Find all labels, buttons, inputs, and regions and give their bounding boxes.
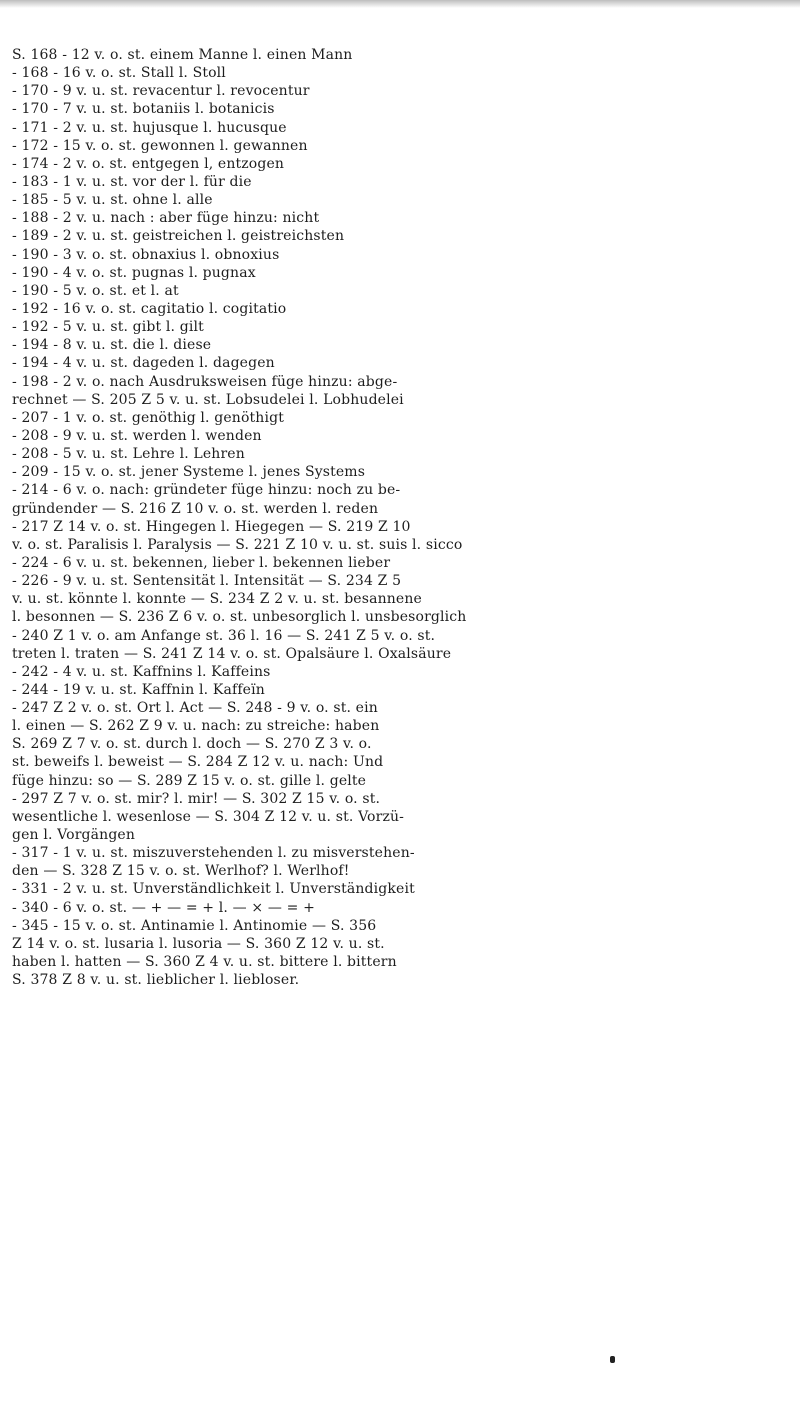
- errata-line: - 247 Z 2 v. o. st. Ort l. Act — S. 248 - 9 v. o. st. ein: [12, 700, 378, 717]
- errata-line: - 194 - 4 v. u. st. dageden l. dagegen: [12, 355, 275, 372]
- errata-line: - 171 - 2 v. u. st. hujusque l. hucusque: [12, 119, 287, 136]
- errata-line: Z 14 v. o. st. lusaria l. lusoria — S. 360 Z 12 v. u. st.: [12, 935, 385, 952]
- errata-line: - 190 - 5 v. o. st. et l. at: [12, 282, 179, 299]
- errata-line: l. einen — S. 262 Z 9 v. u. nach: zu streiche: haben: [12, 718, 380, 735]
- errata-line: S. 168 - 12 v. o. st. einem Manne l. einen Mann: [12, 47, 353, 63]
- errata-line: - 317 - 1 v. u. st. miszuverstehenden l. zu misverstehen-: [12, 845, 415, 862]
- errata-line: rechnet — S. 205 Z 5 v. u. st. Lobsudelei l. Lobhudelei: [12, 391, 404, 408]
- errata-line: haben l. hatten — S. 360 Z 4 v. u. st. bittere l. bittern: [12, 954, 397, 971]
- errata-list: [12, 46, 684, 989]
- errata-line: - 217 Z 14 v. o. st. Hingegen l. Hiegegen — S. 219 Z 10: [12, 518, 411, 535]
- errata-line: - 345 - 15 v. o. st. Antinamie l. Antinomie — S. 356: [12, 917, 377, 934]
- errata-line: - 192 - 5 v. u. st. gibt l. gilt: [12, 319, 204, 336]
- errata-line: wesentliche l. wesenlose — S. 304 Z 12 v. u. st. Vorzü-: [12, 808, 405, 825]
- errata-line: - 214 - 6 v. o. nach: gründeter füge hinzu: noch zu be-: [12, 482, 401, 499]
- errata-line: - 297 Z 7 v. o. st. mir? l. mir! — S. 302 Z 15 v. o. st.: [12, 790, 381, 807]
- errata-line: - 208 - 5 v. u. st. Lehre l. Lehren: [12, 446, 245, 463]
- errata-line: S. 378 Z 8 v. u. st. lieblicher l. liebloser.: [12, 972, 300, 989]
- errata-line: - 244 - 19 v. u. st. Kaffnin l. Kaffeïn: [12, 681, 265, 698]
- errata-line: - 174 - 2 v. o. st. entgegen l, entzogen: [12, 155, 285, 172]
- errata-line: den — S. 328 Z 15 v. o. st. Werlhof? l. Werlhof!: [12, 863, 350, 880]
- errata-line: - 240 Z 1 v. o. am Anfange st. 36 l. 16 — S. 241 Z 5 v. o. st.: [12, 627, 436, 644]
- errata-line: l. besonnen — S. 236 Z 6 v. o. st. unbesorglich l. unsbesorglich: [12, 609, 467, 626]
- scan-edge: [0, 0, 800, 8]
- errata-line: - 226 - 9 v. u. st. Sentensität l. Intensität — S. 234 Z 5: [12, 573, 402, 590]
- errata-line: - 208 - 9 v. u. st. werden l. wenden: [12, 427, 262, 444]
- errata-line: - 188 - 2 v. u. nach : aber füge hinzu: nicht: [12, 210, 320, 227]
- errata-line: - 192 - 16 v. o. st. cagitatio l. cogitatio: [12, 300, 287, 317]
- errata-line: - 170 - 7 v. u. st. botaniis l. botanicis: [12, 101, 275, 118]
- errata-line: - 190 - 3 v. o. st. obnaxius l. obnoxius: [12, 246, 280, 263]
- errata-line: - 224 - 6 v. u. st. bekennen, lieber l. bekennen lieber: [12, 554, 391, 571]
- errata-line: v. u. st. könnte l. konnte — S. 234 Z 2 v. u. st. besannene: [12, 591, 422, 608]
- errata-line: gen l. Vorgängen: [12, 827, 136, 844]
- ink-dot: [610, 1356, 615, 1363]
- errata-line: - 170 - 9 v. u. st. revacentur l. revocentur: [12, 83, 310, 100]
- errata-line: - 172 - 15 v. o. st. gewonnen l. gewannen: [12, 137, 308, 154]
- errata-line: v. o. st. Paralisis l. Paralysis — S. 221 Z 10 v. u. st. suis l. sicco: [12, 536, 463, 553]
- errata-line: - 209 - 15 v. o. st. jener Systeme l. jenes Systems: [12, 464, 366, 481]
- errata-line: gründender — S. 216 Z 10 v. o. st. werden l. reden: [12, 500, 379, 517]
- errata-line: - 198 - 2 v. o. nach Ausdruksweisen füge hinzu: abge-: [12, 373, 398, 390]
- errata-line: - 242 - 4 v. u. st. Kaffnins l. Kaffeins: [12, 663, 271, 680]
- errata-line: - 189 - 2 v. u. st. geistreichen l. geistreichsten: [12, 228, 345, 245]
- errata-line: S. 269 Z 7 v. o. st. durch l. doch — S. 270 Z 3 v. o.: [12, 736, 372, 753]
- errata-line: - 340 - 6 v. o. st. — + — = + l. — × — = +: [12, 899, 315, 916]
- errata-line: - 331 - 2 v. u. st. Unverständlichkeit l. Unverständigkeit: [12, 881, 415, 898]
- errata-line: - 183 - 1 v. u. st. vor der l. für die: [12, 173, 252, 190]
- errata-line: - 194 - 8 v. u. st. die l. diese: [12, 337, 212, 354]
- errata-line: füge hinzu: so — S. 289 Z 15 v. o. st. gille l. gelte: [12, 772, 367, 789]
- errata-line: - 168 - 16 v. o. st. Stall l. Stoll: [12, 65, 226, 82]
- errata-line: - 185 - 5 v. u. st. ohne l. alle: [12, 192, 213, 209]
- errata-line: treten l. traten — S. 241 Z 14 v. o. st. Opalsäure l. Oxalsäure: [12, 645, 452, 662]
- errata-line: - 207 - 1 v. o. st. genöthig l. genöthigt: [12, 409, 284, 426]
- errata-line: - 190 - 4 v. o. st. pugnas l. pugnax: [12, 264, 256, 281]
- errata-line: st. beweifs l. beweist — S. 284 Z 12 v. u. nach: Und: [12, 754, 384, 771]
